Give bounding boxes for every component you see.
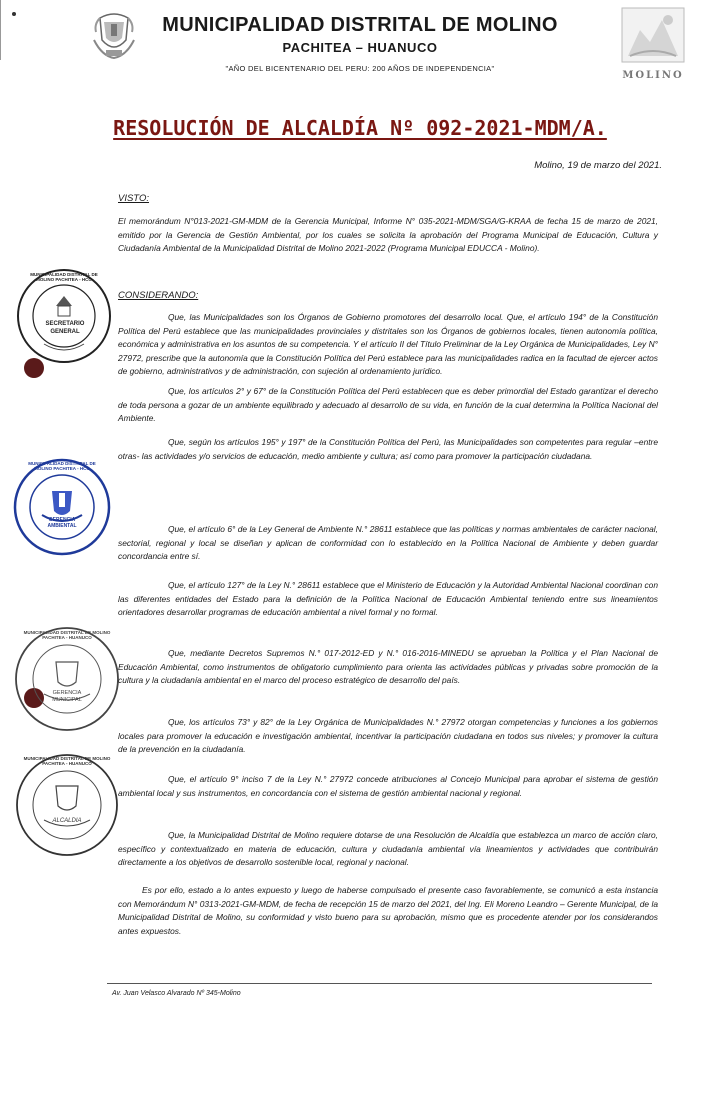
visto-heading: VISTO: (118, 193, 149, 204)
considerando-paragraph-1: Que, las Municipalidades son los Órganos de Gobierno promotores del desarrollo local. Que, el artículo 194° de la Constitución Política del Perú establece que las municipalidades provinciales y distritales son los Órganos de gobiernos locales, tienen autonomía política, económica y administrativa en los asuntos de su competencia. Y el artículo II del Título Preliminar de la Ley Orgánica de Municipalidades, Ley N° 27972, prescribe que la autonomía que la Constitución Política del Perú establece para las municipalidades radica en la facultad de ejercer actos de gobierno, administrativos y de administración, con sujeción al ordenamiento jurídico. (118, 312, 658, 376)
stamp1-center-text: SECRETARIO GENERAL (45, 321, 85, 335)
visto-paragraph: El memorándum N°013-2021-GM-MDM de la Gerencia Municipal, Informe N° 035-2021-MDM/SGA/G-KRAA de fecha 15 de marzo de 2021, emitido por la Gerencia de Gestión Ambiental, por los cuales se solicita la aprobación del Programa Municipal de Educación, Cultura y Ciudadanía Ambiental de la Municipalidad Distrital de Molino 2021-2022 (Programa Municipal EDUCCA - Molino). (118, 216, 658, 253)
molino-logo-text: MOLINO (622, 70, 684, 81)
resolution-title: RESOLUCIÓN DE ALCALDÍA Nº 092-2021-MDM/A. (113, 116, 607, 140)
stamp2-ring-text: MUNICIPALIDAD DISTRITAL DE MOLINO PACHITEA - HCO (28, 461, 96, 471)
stamp3-center-text: GERENCIA MUNICIPAL (52, 690, 82, 703)
municipal-manager-stamp (12, 624, 122, 734)
considerando-paragraph-8: Que, el artículo 9° inciso 7 de la Ley N.° 27972 concede atribuciones al Concejo Municipal para aprobar el sistema de gestión ambiental local y sus instrumentos, en concordancia con el sistema de gestión ambiental nacional y regional. (118, 774, 658, 798)
stamp4-center-text: ALCALDIA (52, 818, 82, 824)
stamp3-ring-text: MUNICIPALIDAD DISTRITAL DE MOLINO PACHITEA - HUANUCO (23, 630, 111, 640)
secretary-stamp (14, 266, 114, 366)
resolution-date: Molino, 19 de marzo del 2021. (534, 160, 662, 171)
year-motto: "AÑO DEL BICENTENARIO DEL PERU: 200 AÑOS DE INDEPENDENCIA" (225, 64, 495, 73)
municipality-title: MUNICIPALIDAD DISTRITAL DE MOLINO (162, 14, 558, 36)
stamp4-ring-text: MUNICIPALIDAD DISTRITAL DE MOLINO PACHITEA - HUANUCO (23, 756, 111, 766)
considerando-paragraph-5: Que, el artículo 127° de la Ley N.° 28611 establece que el Ministerio de Educación y la Autoridad Ambiental Nacional coordinan con las diferentes entidades del Estado para la definición de la Política Nacional de Educación Ambiental teniendo entre sus lineamientos orientadores desarrollar programas de educación ambiental a nivel formal y no formal. (118, 580, 658, 617)
considerando-paragraph-6: Que, mediante Decretos Supremos N.° 017-2012-ED y N.° 016-2016-MINEDU se aprueban la Política y el Plan Nacional de Educación Ambiental, como instrumentos de obligatorio cumplimiento para orienta las actividades públicas y privadas sobre promoción de la cultura y la ciudadanía ambiental en el marco del proceso estratégico de desarrollo del país. (118, 648, 658, 685)
stamp1-ring-text: MUNICIPALIDAD DISTRITAL DE MOLINO PACHITEA - HCO (30, 272, 98, 282)
stamp2-center-text: GERENCIA AMBIENTAL (47, 517, 77, 529)
considerando-paragraph-7: Que, los artículos 73° y 82° de la Ley Orgánica de Municipalidades N.° 27972 otorgan competencias y funciones a los gobiernos locales para promover la educación e investigación ambiental, incentivar la participación ciudadana en todos sus niveles; y promover la cultura de la prevención en la ciudadanía. (118, 717, 658, 754)
considerando-paragraph-4: Que, el artículo 6° de la Ley General de Ambiente N.° 28611 establece que las políticas y normas ambientales de carácter nacional, sectorial, regional y local se diseñan y aplican de conformidad con lo establecido en la Política Nacional de Ambiente y deben guardar concordancia entre sí. (118, 524, 658, 561)
considerando-paragraph-9: Que, la Municipalidad Distrital de Molino requiere dotarse de una Resolución de Alcaldía que establezca un marco de acción claro, específico y contextualizado en materia de educación, cultura y ciudadanía ambiental vía lineamientos y actividades que contribuirán directamente a los objetivos de desarrollo sostenible local, regional y nacional. (118, 830, 658, 867)
footer-address: Av. Juan Velasco Alvarado Nº 345-Molino (112, 990, 241, 997)
footer-divider (107, 983, 652, 984)
municipality-subtitle: PACHITEA – HUANUCO (282, 40, 438, 55)
considerando-paragraph-3: Que, según los artículos 195° y 197° de la Constitución Política del Perú, las Municipalidades son competentes para regular –entre otras- las actividades y/o servicios de educación, medio ambiente y cultura; así como para promover la participación ciudadana. (118, 437, 658, 461)
environmental-stamp (12, 455, 112, 559)
considerando-paragraph-2: Que, los artículos 2° y 67° de la Constitución Política del Perú establecen que es deber primordial del Estado garantizar el derecho de toda persona a gozar de un ambiente equilibrado y adecuado al desarrollo de su vida, en función de la cual determina la Política Nacional del Ambiente. (118, 386, 658, 423)
mayor-stamp (12, 750, 122, 860)
considerando-heading: CONSIDERANDO: (118, 290, 199, 301)
closing-paragraph: Es por ello, estado a lo antes expuesto y luego de haberse compulsado el presente caso favorablemente, se comunicó a esta instancia con Memorándum N° 0313-2021-GM-MDM, de fecha de recepción 15 de marzo del 2021, del Ing. Eli Moreno Leandro – Gerente Municipal, de la Municipalidad Distrital de Molino, su conformidad y visto bueno para su aprobación, mismo que es procedente atender por los considerandos antes expuestos. (118, 885, 658, 936)
